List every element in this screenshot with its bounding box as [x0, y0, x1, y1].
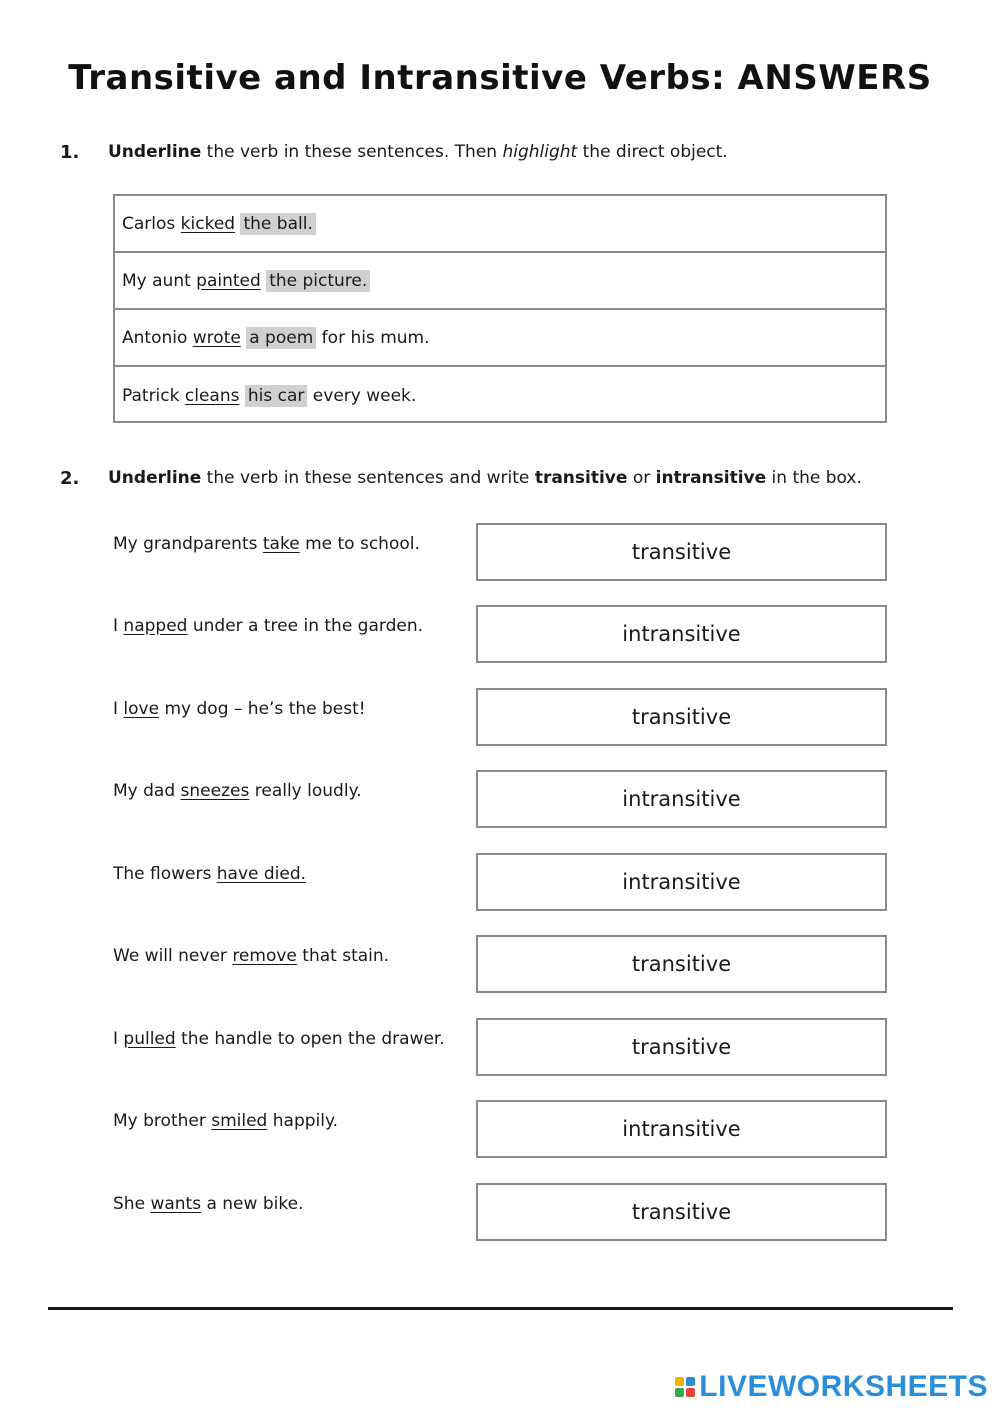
sentence-end: the handle to open the drawer. [175, 1029, 445, 1049]
q2-instr-bold1: Underline [108, 468, 202, 488]
page-title: Transitive and Intransitive Verbs: ANSWERS [68, 58, 932, 98]
q2-sentence-7 [113, 1029, 445, 1049]
underlined-verb: napped [123, 616, 188, 636]
logo-square-4 [686, 1388, 695, 1397]
q2-instr-part3: in the box. [766, 468, 862, 488]
question-2-instruction [108, 468, 862, 488]
underlined-verb: have died. [216, 864, 307, 884]
q2-sentence-9 [113, 1194, 303, 1214]
sentence-end: every week. [307, 385, 417, 406]
underlined-verb: painted [196, 270, 261, 291]
sentence-end: under a tree in the garden. [187, 616, 424, 636]
q1-instr-part1: the verb in these sentences. Then [201, 142, 503, 162]
underlined-verb: sneezes [180, 781, 250, 801]
sentence-end: that stain. [296, 946, 390, 966]
q2-sentence-3 [113, 699, 366, 719]
underlined-verb: wrote [192, 327, 241, 348]
answer-box-4[interactable]: intransitive [476, 770, 887, 828]
sentence-end: really loudly. [249, 781, 362, 801]
table-row [115, 253, 885, 310]
question-1-table [113, 194, 887, 423]
sentence-start: We will never [113, 946, 233, 966]
sentence-start: My grandparents [113, 534, 263, 554]
logo-square-2 [686, 1377, 695, 1386]
q2-instr-bold2: transitive [534, 468, 628, 488]
underlined-verb: wants [150, 1194, 202, 1214]
sentence-start: My dad [113, 781, 181, 801]
question-2-number: 2. [60, 468, 80, 489]
answer-box-9[interactable]: transitive [476, 1183, 887, 1241]
underlined-verb: smiled [211, 1111, 268, 1131]
q2-instr-bold3: intransitive [655, 468, 767, 488]
sentence-start: Carlos [122, 213, 181, 234]
sentence-start: Patrick [122, 385, 185, 406]
sentence-start: My brother [113, 1111, 212, 1131]
liveworksheets-brand[interactable] [675, 1370, 988, 1404]
q2-sentence-8 [113, 1111, 338, 1131]
liveworksheets-logo-icon [675, 1377, 695, 1397]
sentence-start: My aunt [122, 270, 197, 291]
answer-box-1[interactable]: transitive [476, 523, 887, 581]
highlighted-object: the ball. [240, 213, 315, 235]
table-row [115, 196, 885, 253]
table-row [115, 310, 885, 367]
question-1-number: 1. [60, 142, 80, 163]
answer-box-6[interactable]: transitive [476, 935, 887, 993]
highlighted-object: a poem [246, 327, 316, 349]
table-row [115, 367, 885, 424]
q2-sentence-6 [113, 946, 389, 966]
q2-instr-part1: the verb in these sentences and write [201, 468, 535, 488]
sentence-start: I [113, 1029, 124, 1049]
underlined-verb: kicked [180, 213, 236, 234]
sentence-start: The flowers [113, 864, 217, 884]
underlined-verb: cleans [184, 385, 240, 406]
footer-divider [48, 1307, 953, 1310]
question-1-instruction [108, 142, 728, 162]
underlined-verb: remove [232, 946, 297, 966]
sentence-start: I [113, 699, 124, 719]
answer-box-2[interactable]: intransitive [476, 605, 887, 663]
q2-instr-part2: or [627, 468, 656, 488]
highlighted-object: the picture. [266, 270, 370, 292]
logo-square-1 [675, 1377, 684, 1386]
brand-text: LIVEWORKSHEETS [699, 1370, 988, 1403]
underlined-verb: take [262, 534, 300, 554]
underlined-verb: love [123, 699, 160, 719]
logo-square-3 [675, 1388, 684, 1397]
sentence-end: for his mum. [316, 327, 430, 348]
q2-sentence-2 [113, 616, 423, 636]
sentence-end: my dog – he’s the best! [159, 699, 366, 719]
q2-sentence-5 [113, 864, 306, 884]
q2-sentence-1 [113, 534, 420, 554]
sentence-start: She [113, 1194, 151, 1214]
highlighted-object: his car [245, 385, 308, 407]
sentence-end: me to school. [299, 534, 420, 554]
q1-instr-bold: Underline [108, 142, 202, 162]
sentence-end: happily. [267, 1111, 339, 1131]
sentence-start: I [113, 616, 124, 636]
sentence-end: a new bike. [201, 1194, 304, 1214]
underlined-verb: pulled [123, 1029, 176, 1049]
answer-box-5[interactable]: intransitive [476, 853, 887, 911]
q1-instr-part2: the direct object. [577, 142, 728, 162]
q2-sentence-4 [113, 781, 362, 801]
answer-box-3[interactable]: transitive [476, 688, 887, 746]
sentence-start: Antonio [122, 327, 193, 348]
answer-box-8[interactable]: intransitive [476, 1100, 887, 1158]
answer-box-7[interactable]: transitive [476, 1018, 887, 1076]
q1-instr-italic: highlight [502, 142, 578, 162]
